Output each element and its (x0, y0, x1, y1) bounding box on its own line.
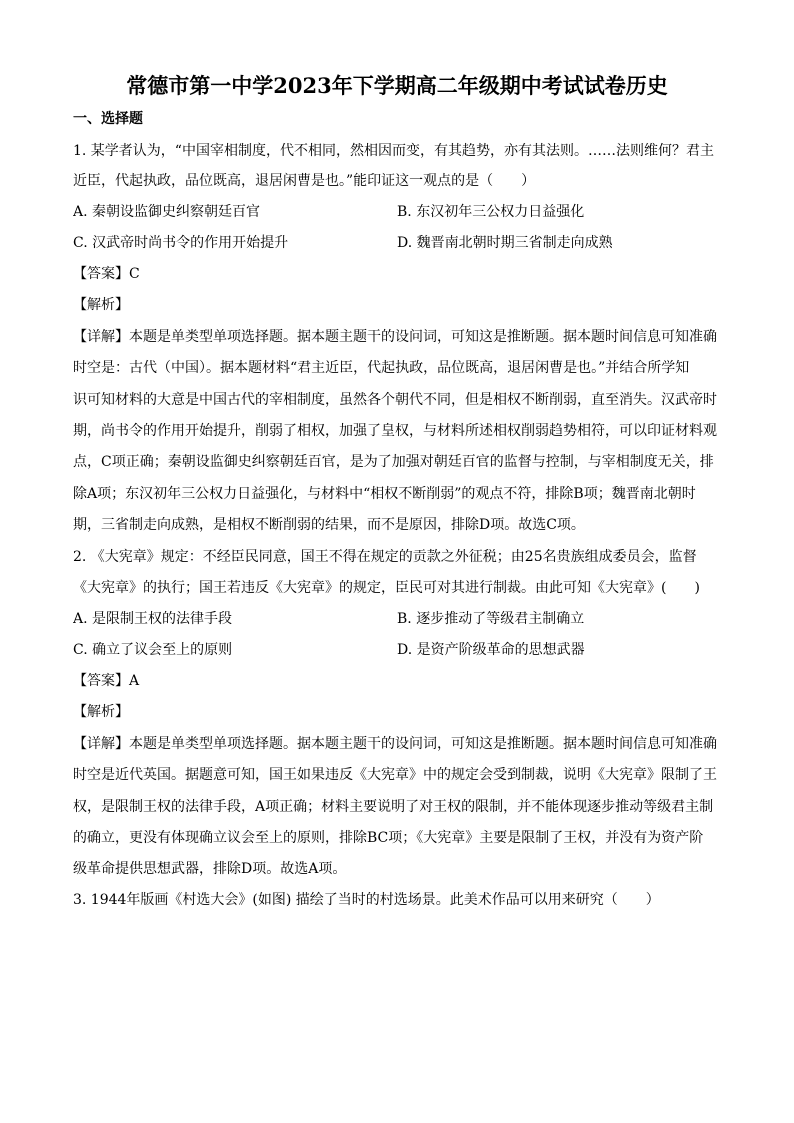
q2-answer: 【答案】A (73, 673, 140, 689)
q1-stem-line-2: 近臣，代起执政，品位既高，退居闲曹是也。”能印证这一观点的是（ ） (73, 173, 536, 189)
q2-analysis-label: 【解析】 (73, 704, 129, 720)
q1-option-d: D. 魏晋南北朝时期三省制走向成熟 (397, 235, 613, 251)
q2-detail-line-4: 的确立，更没有体现确立议会至上的原则，排除BC项；《大宪章》主要是限制了王权，并没有为资产阶 (73, 830, 704, 846)
q1-option-b: B. 东汉初年三公权力日益强化 (397, 204, 585, 220)
q2-option-d: D. 是资产阶级革命的思想武器 (397, 642, 585, 658)
q1-detail-line-5: 点，C项正确；秦朝设监御史纠察朝廷百官，是为了加强对朝廷百官的监督与控制，与宰相制度无关，排 (73, 454, 714, 470)
q1-detail-line-6: 除A项；东汉初年三公权力日益强化，与材料中“相权不断削弱”的观点不符，排除B项；魏晋南北朝时 (73, 486, 696, 502)
q1-option-a: A. 秦朝设监御史纠察朝廷百官 (73, 204, 261, 220)
q2-option-a: A. 是限制王权的法律手段 (73, 611, 233, 627)
page-title: 常德市第一中学2023年下学期高二年级期中考试试卷历史 (126, 73, 668, 98)
q1-detail-line-3: 识可知材料的大意是中国古代的宰相制度，虽然各个朝代不同，但是相权不断削弱，直至消失。汉武帝时 (73, 392, 717, 408)
q1-detail-line-1: 【详解】本题是单类型单项选择题。据本题主题干的设问词，可知这是推断题。据本题时间信息可知准确 (73, 329, 717, 345)
q2-detail-line-5: 级革命提供思想武器，排除D项。故选A项。 (73, 861, 347, 877)
q2-detail-line-1: 【详解】本题是单类型单项选择题。据本题主题干的设问词，可知这是推断题。据本题时间信息可知准确 (73, 736, 717, 752)
q1-answer: 【答案】C (73, 266, 140, 282)
q1-detail-line-7: 期，三省制走向成熟，是相权不断削弱的结果，而不是原因，排除D项。故选C项。 (73, 517, 585, 533)
q2-detail-line-2: 时空是近代英国。据题意可知，国王如果违反《大宪章》中的规定会受到制裁，说明《大宪章》限制了王 (73, 767, 717, 783)
q2-detail-line-3: 权，是限制王权的法律手段，A项正确；材料主要说明了对王权的限制，并不能体现逐步推动等级君主制 (73, 799, 714, 815)
q1-stem-line-1: 1. 某学者认为，“中国宰相制度，代不相同，然相因而变，有其趋势，亦有其法则。……法则维何？君主 (73, 143, 714, 159)
q3-stem-line-1: 3. 1944年版画《村选大会》(如图) 描绘了当时的村选场景。此美术作品可以用来研究（ ） (73, 892, 660, 908)
q2-stem-line-1: 2. 《大宪章》规定：不经臣民同意，国王不得在规定的贡款之外征税；由25名贵族组成委员会，监督 (73, 549, 697, 565)
q1-option-c: C. 汉武帝时尚书令的作用开始提升 (73, 235, 289, 251)
q1-detail-line-4: 期，尚书令的作用开始提升，削弱了相权，加强了皇权，与材料所述相权削弱趋势相符，可以印证材料观 (73, 423, 717, 439)
q2-stem-line-2: 《大宪章》的执行；国王若违反《大宪章》的规定，臣民可对其进行制裁。由此可知《大宪章》( ) (73, 580, 700, 596)
q1-detail-line-2: 时空是：古代（中国）。据本题材料“君主近臣，代起执政，品位既高，退居闲曹是也。”并结合所学知 (73, 360, 690, 376)
section-heading: 一、选择题 (73, 111, 143, 127)
q2-option-b: B. 逐步推动了等级君主制确立 (397, 611, 585, 627)
q2-option-c: C. 确立了议会至上的原则 (73, 642, 233, 658)
q1-analysis-label: 【解析】 (73, 297, 129, 313)
